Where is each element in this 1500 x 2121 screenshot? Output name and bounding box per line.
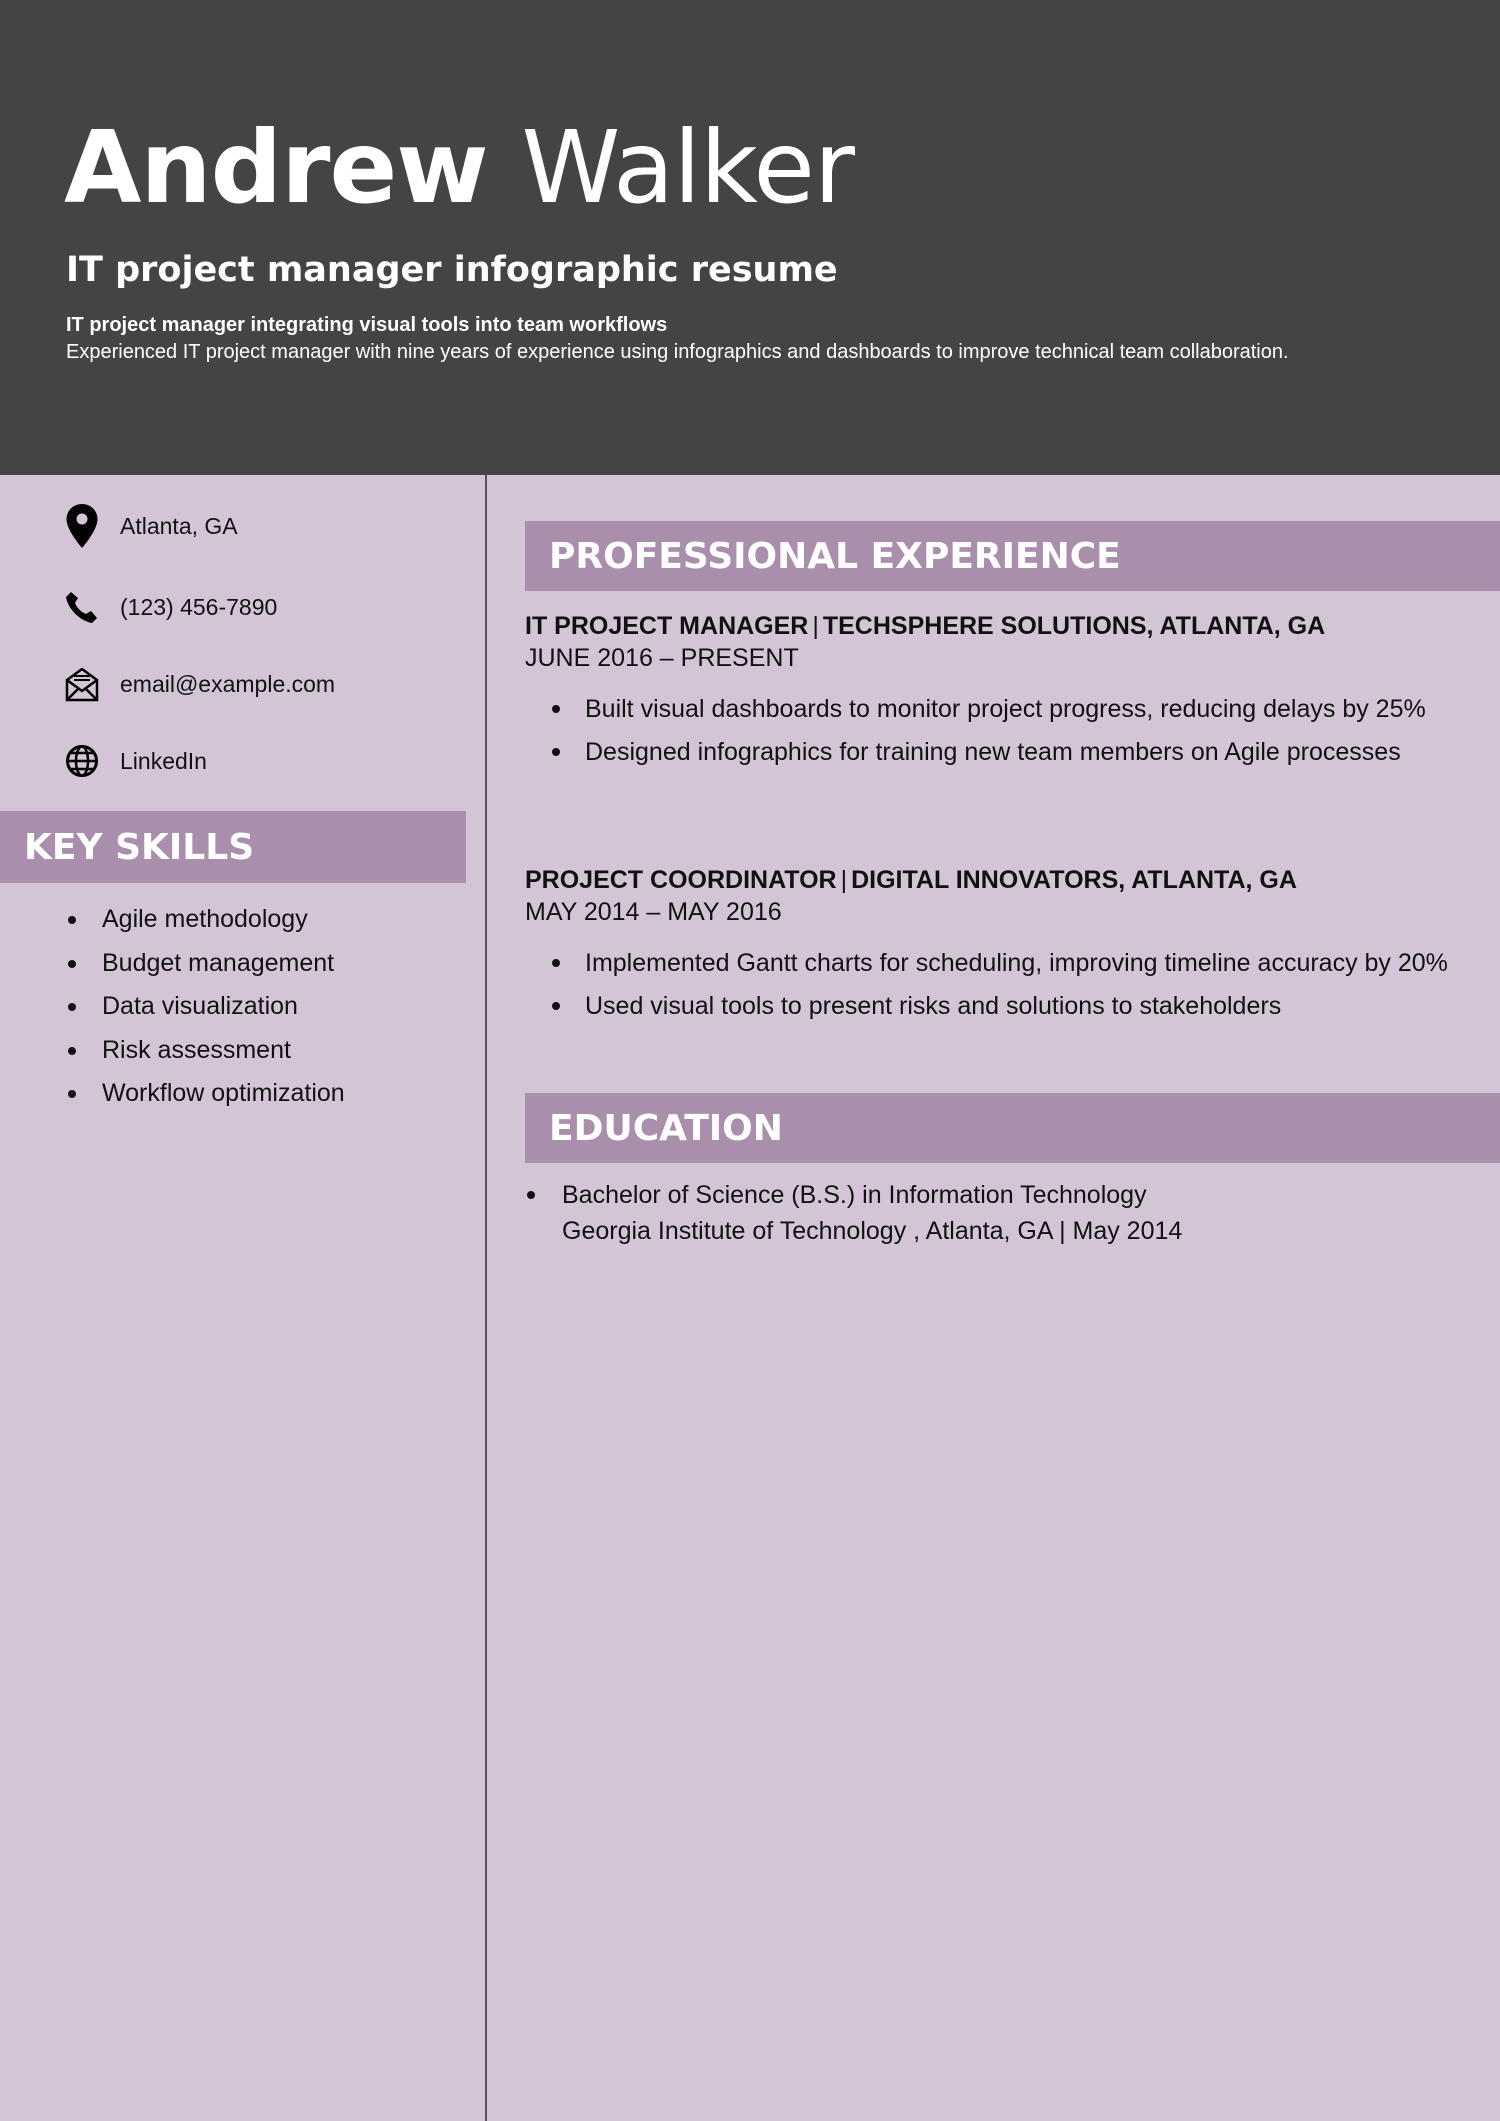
phone-text: (123) 456-7890	[120, 593, 278, 620]
school-details: Georgia Institute of Technology , Atlanta, GA | May 2014	[562, 1217, 1183, 1245]
list-item: Workflow optimization	[64, 1072, 345, 1116]
contact-email[interactable]	[64, 664, 335, 704]
contact-location	[64, 506, 238, 546]
envelope-icon	[64, 664, 100, 704]
phone-icon	[64, 587, 100, 627]
key-skills-heading: KEY SKILLS	[0, 811, 466, 883]
email-link[interactable]: email@example.com	[120, 670, 336, 697]
linkedin-link[interactable]: LinkedIn	[120, 747, 207, 774]
location-text: Atlanta, GA	[120, 512, 238, 539]
list-item: Used visual tools to present risks and solutions to stakeholders	[525, 989, 1465, 1023]
resume-subtitle: IT project manager infographic resume	[66, 250, 838, 290]
job-bullets	[525, 692, 1465, 769]
job-entry	[525, 610, 1465, 778]
header-banner	[0, 0, 1500, 475]
globe-icon	[64, 741, 100, 781]
job-separator: |	[840, 866, 848, 894]
job-company: TECHSPHERE SOLUTIONS, ATLANTA, GA	[822, 612, 1326, 640]
job-separator: |	[812, 612, 819, 640]
experience-heading: PROFESSIONAL EXPERIENCE	[525, 521, 1500, 591]
list-item: Data visualization	[64, 985, 345, 1029]
job-dates: MAY 2014 – MAY 2016	[525, 898, 782, 926]
education-heading: EDUCATION	[525, 1093, 1500, 1163]
list-item: Budget management	[64, 942, 345, 986]
list-item: Risk assessment	[64, 1029, 345, 1073]
tagline: IT project manager integrating visual tools into team workflows	[66, 314, 668, 336]
job-bullets	[525, 946, 1465, 1023]
column-divider	[485, 475, 487, 2121]
education-entry	[525, 1177, 1465, 1249]
list-item	[525, 1177, 1465, 1249]
job-entry	[525, 864, 1465, 1032]
contact-linkedin[interactable]	[64, 741, 207, 781]
last-name: Walker	[521, 109, 855, 226]
job-company: DIGITAL INNOVATORS, ATLANTA, GA	[851, 866, 1297, 894]
list-item: Agile methodology	[64, 898, 345, 942]
full-name	[64, 108, 854, 228]
degree: Bachelor of Science (B.S.) in Information Technology	[562, 1181, 1147, 1209]
summary: Experienced IT project manager with nine years of experience using infographics and dashboards to improve technical team collaboration.	[66, 341, 1289, 363]
job-role: PROJECT COORDINATOR	[525, 866, 837, 894]
list-item: Built visual dashboards to monitor project progress, reducing delays by 25%	[525, 692, 1465, 726]
job-role: IT PROJECT MANAGER	[525, 612, 809, 640]
job-title	[525, 610, 1465, 642]
list-item: Designed infographics for training new team members on Agile processes	[525, 735, 1465, 769]
list-item: Implemented Gantt charts for scheduling, improving timeline accuracy by 20%	[525, 946, 1465, 980]
job-title	[525, 864, 1465, 896]
first-name: Andrew	[64, 109, 488, 226]
skills-list	[64, 898, 345, 1116]
contact-phone	[64, 587, 277, 627]
map-pin-icon	[64, 506, 100, 546]
job-dates: JUNE 2016 – PRESENT	[525, 644, 799, 672]
